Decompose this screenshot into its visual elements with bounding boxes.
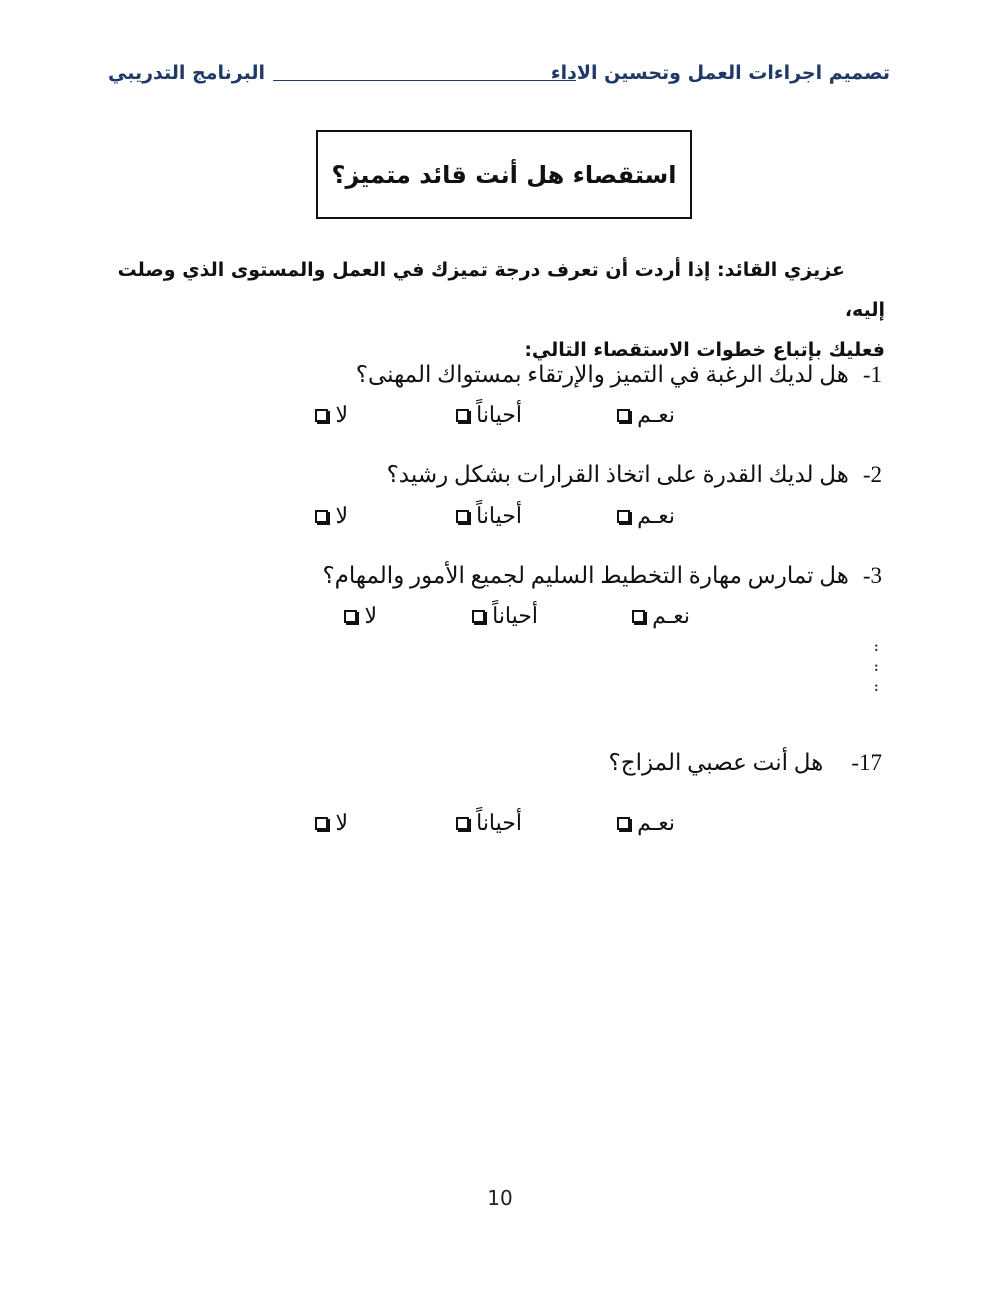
page-header — [108, 60, 890, 96]
option-yes[interactable]: نعـم — [617, 402, 675, 428]
question-number: 17- — [851, 750, 882, 775]
answer-options-2 — [0, 503, 1000, 533]
header-document-title: تصميم اجراءات العمل وتحسين الاداء — [550, 62, 890, 84]
continuation-ellipsis: : : : — [874, 640, 879, 695]
option-no[interactable]: لا — [315, 402, 348, 428]
survey-title: استقصاء هل أنت قائد متميز؟ — [331, 160, 677, 189]
checkbox-icon[interactable] — [456, 409, 469, 422]
checkbox-icon[interactable] — [472, 610, 485, 623]
intro-line-1: عزيزي القائد: إذا أردت أن تعرف درجة تميزك في العمل والمستوى الذي وصلت إليه، — [117, 259, 885, 321]
checkbox-icon[interactable] — [344, 610, 357, 623]
question-number: 2- — [862, 462, 882, 487]
question-text: هل لديك القدرة على اتخاذ القرارات بشكل رشيد؟ — [386, 462, 849, 487]
answer-options-3 — [0, 603, 1000, 633]
checkbox-icon[interactable] — [315, 510, 328, 523]
checkbox-icon[interactable] — [315, 817, 328, 830]
option-sometimes[interactable]: أحياناً — [456, 402, 522, 428]
checkbox-icon[interactable] — [632, 610, 645, 623]
question-3 — [322, 563, 882, 589]
checkbox-icon[interactable] — [617, 817, 630, 830]
question-text: هل تمارس مهارة التخطيط السليم لجميع الأمور والمهام؟ — [322, 563, 849, 588]
answer-options-1 — [0, 402, 1000, 432]
question-number: 1- — [862, 362, 882, 387]
checkbox-icon[interactable] — [617, 510, 630, 523]
survey-title-box — [316, 130, 692, 219]
option-no[interactable]: لا — [315, 503, 348, 529]
intro-paragraph — [115, 250, 885, 370]
option-sometimes[interactable]: أحياناً — [456, 503, 522, 529]
question-text: هل لديك الرغبة في التميز والإرتقاء بمستواك المهنى؟ — [355, 362, 849, 387]
option-sometimes[interactable]: أحياناً — [456, 810, 522, 836]
intro-line-2: فعليك بإتباع خطوات الاستقصاء التالي: — [524, 339, 885, 361]
option-no[interactable]: لا — [315, 810, 348, 836]
page-number: 10 — [487, 1186, 513, 1210]
checkbox-icon[interactable] — [456, 817, 469, 830]
option-sometimes[interactable]: أحياناً — [472, 603, 538, 629]
answer-options-17 — [0, 810, 1000, 840]
question-number: 3- — [862, 563, 882, 588]
header-divider — [273, 80, 576, 81]
option-yes[interactable]: نعـم — [617, 503, 675, 529]
question-2 — [387, 462, 882, 488]
question-17 — [609, 750, 882, 776]
question-text: هل أنت عصبي المزاج؟ — [608, 750, 824, 775]
option-no[interactable]: لا — [344, 603, 377, 629]
question-1 — [356, 362, 882, 388]
option-yes[interactable]: نعـم — [632, 603, 690, 629]
checkbox-icon[interactable] — [617, 409, 630, 422]
checkbox-icon[interactable] — [315, 409, 328, 422]
header-program-title: البرنامج التدريبي — [108, 62, 265, 84]
checkbox-icon[interactable] — [456, 510, 469, 523]
option-yes[interactable]: نعـم — [617, 810, 675, 836]
